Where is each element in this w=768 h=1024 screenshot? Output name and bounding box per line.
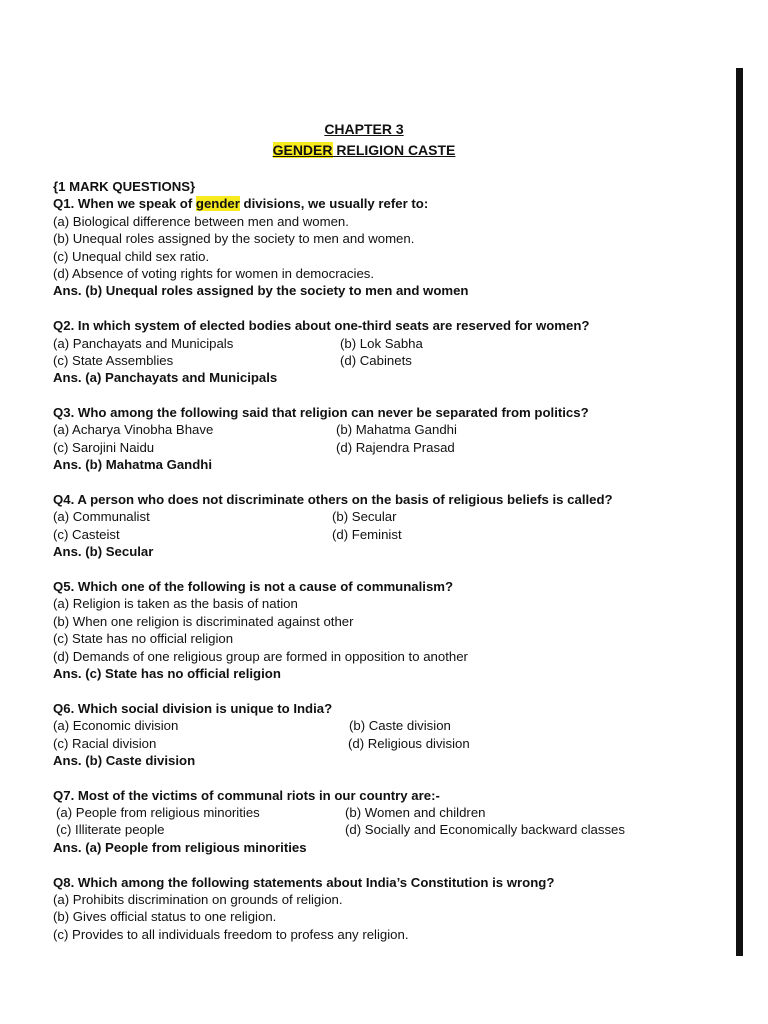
q1-question: [53, 195, 728, 212]
q4-option-a: (a) Communalist: [53, 509, 150, 525]
q4-option-d: (d) Feminist: [332, 526, 402, 542]
chapter-title-rest: RELIGION CASTE: [332, 142, 456, 158]
q5-answer: Ans. (c) State has no official religion: [53, 665, 281, 681]
q6-option-c: (c) Racial division: [53, 735, 157, 751]
q3-option-d: (d) Rajendra Prasad: [336, 439, 455, 455]
q5-option-d: (d) Demands of one religious group are formed in opposition to another: [53, 648, 468, 664]
q5-option-b: (b) When one religion is discriminated against other: [53, 613, 354, 629]
q6-options-row-1: [53, 717, 728, 734]
q2-option-b: (b) Lok Sabha: [340, 335, 423, 351]
q6-option-a: (a) Economic division: [53, 718, 179, 734]
q4-answer: Ans. (b) Secular: [53, 544, 154, 560]
q2-option-d: (d) Cabinets: [340, 352, 412, 368]
q1-question-pre: Q1. When we speak of: [53, 196, 196, 212]
chapter-number: CHAPTER 3: [324, 121, 404, 137]
q3-option-a: (a) Acharya Vinobha Bhave: [53, 422, 214, 438]
q8-option-b: (b) Gives official status to one religion.: [53, 909, 277, 925]
spacer: [53, 387, 728, 404]
question-list: [53, 178, 728, 943]
spacer: [53, 300, 728, 317]
q7-options-row-2: [53, 821, 728, 838]
q7-options-row-1: [53, 804, 728, 821]
q3-answer: Ans. (b) Mahatma Gandhi: [53, 457, 212, 473]
q6-option-b: (b) Caste division: [349, 718, 451, 734]
q1-option-a: (a) Biological difference between men and women.: [53, 213, 349, 229]
q1-option-b: (b) Unequal roles assigned by the society to men and women.: [53, 231, 415, 247]
q1-question-post: divisions, we usually refer to:: [239, 196, 429, 212]
section-label: {1 MARK QUESTIONS}: [53, 179, 196, 194]
q1-option-d: (d) Absence of voting rights for women in democracies.: [53, 265, 375, 281]
q4-question: Q4. A person who does not discriminate others on the basis of religious beliefs is called?: [53, 492, 613, 508]
q5-option-c: (c) State has no official religion: [53, 631, 234, 647]
q3-option-c: (c) Sarojini Naidu: [53, 439, 155, 455]
q1-option-c: (c) Unequal child sex ratio.: [53, 248, 210, 264]
q2-answer: Ans. (a) Panchayats and Municipals: [53, 370, 278, 386]
q1-answer: Ans. (b) Unequal roles assigned by the society to men and women: [53, 283, 469, 299]
q7-option-c: (c) Illiterate people: [56, 822, 165, 838]
q2-option-c: (c) State Assemblies: [53, 352, 174, 368]
q6-options-row-2: [53, 735, 728, 752]
q8-option-c: (c) Provides to all individuals freedom to profess any religion.: [53, 926, 409, 942]
q2-options-row-2: [53, 352, 728, 369]
q8-question: Q8. Which among the following statements about India’s Constitution is wrong?: [53, 874, 555, 890]
page-edge-rule: [736, 68, 743, 956]
q7-answer: Ans. (a) People from religious minorities: [53, 839, 307, 855]
spacer: [53, 856, 728, 873]
spacer: [53, 769, 728, 786]
spacer: [53, 682, 728, 699]
q3-options-row-2: [53, 439, 728, 456]
chapter-heading: [0, 121, 728, 137]
q2-options-row-1: [53, 335, 728, 352]
q2-option-a: (a) Panchayats and Municipals: [53, 335, 234, 351]
q1-question-highlight: gender: [195, 196, 240, 212]
spacer: [53, 474, 728, 491]
q4-options-row-1: [53, 508, 728, 525]
q3-options-row-1: [53, 421, 728, 438]
q4-options-row-2: [53, 526, 728, 543]
q5-option-a: (a) Religion is taken as the basis of nation: [53, 596, 298, 612]
q7-option-d: (d) Socially and Economically backward classes: [345, 822, 625, 838]
q7-question: Q7. Most of the victims of communal riots in our country are:-: [53, 787, 440, 803]
q2-question: Q2. In which system of elected bodies about one-third seats are reserved for women?: [53, 318, 590, 334]
q3-question: Q3. Who among the following said that religion can never be separated from politics?: [53, 405, 589, 421]
q7-option-a: (a) People from religious minorities: [56, 805, 260, 821]
q4-option-b: (b) Secular: [332, 509, 397, 525]
q3-option-b: (b) Mahatma Gandhi: [336, 422, 457, 438]
q8-option-a: (a) Prohibits discrimination on grounds of religion.: [53, 892, 343, 908]
q6-answer: Ans. (b) Caste division: [53, 752, 196, 768]
q7-option-b: (b) Women and children: [345, 805, 486, 821]
chapter-title-highlight: GENDER: [272, 142, 333, 158]
q6-option-d: (d) Religious division: [348, 735, 470, 751]
spacer: [53, 561, 728, 578]
q4-option-c: (c) Casteist: [53, 526, 120, 542]
q5-question: Q5. Which one of the following is not a cause of communalism?: [53, 578, 454, 594]
q6-question: Q6. Which social division is unique to India?: [53, 700, 333, 716]
chapter-title: [0, 142, 728, 158]
